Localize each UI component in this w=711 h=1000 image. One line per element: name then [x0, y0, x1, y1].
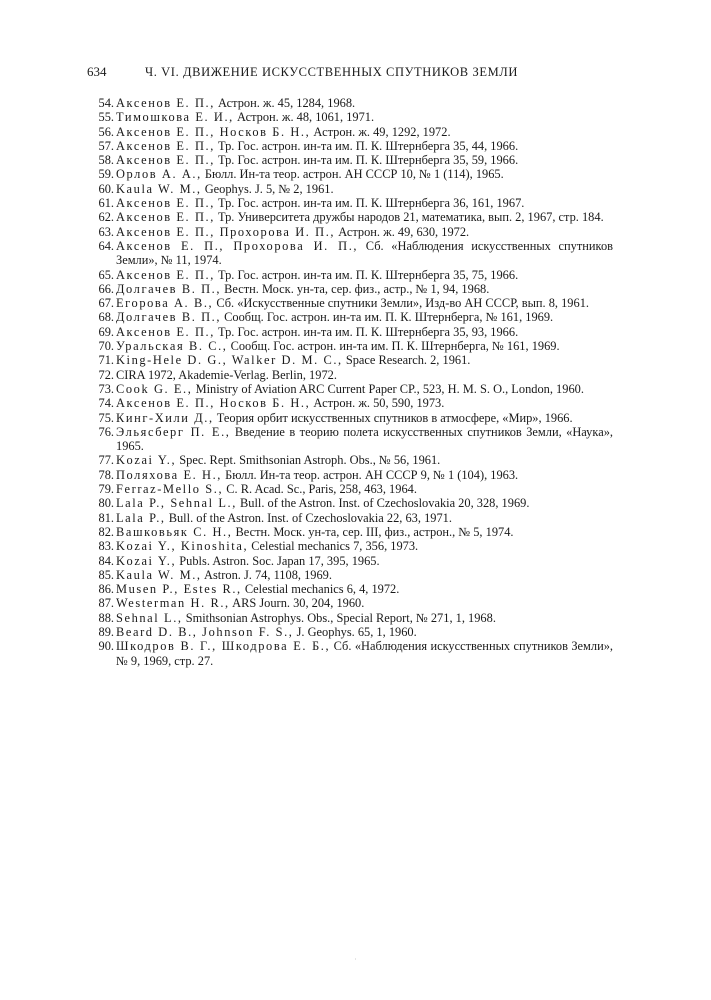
reference-number: 88. [98, 610, 114, 625]
reference-authors: Аксенов Е. П., [116, 153, 215, 168]
reference-item [87, 496, 613, 510]
reference-item [87, 468, 613, 482]
reference-number: 55. [98, 110, 114, 125]
reference-authors: Lala P., [116, 510, 166, 525]
reference-number: 72. [98, 367, 114, 382]
reference-number: 71. [98, 353, 114, 368]
running-header [87, 63, 620, 81]
reference-authors: Sehnal L., [116, 610, 183, 625]
reference-item [87, 382, 613, 396]
reference-item [87, 368, 613, 382]
reference-source: ARS Journ. 30, 204, 1960. [229, 596, 365, 611]
reference-authors: Долгачев В. П., [116, 281, 222, 296]
reference-item [87, 167, 613, 181]
reference-item [87, 411, 613, 425]
reference-source: Bull. of the Astron. Inst. of Czechoslovakia 20, 328, 1969. [236, 496, 530, 511]
reference-authors: Аксенов Е. П., [116, 210, 215, 225]
reference-item [87, 568, 613, 582]
reference-item [87, 339, 613, 353]
reference-number: 59. [98, 167, 114, 182]
reference-authors: Аксенов Е. П., Носков Б. Н., [116, 396, 311, 411]
reference-source: CIRA 1972, Akademie-Verlag. Berlin, 1972. [116, 367, 337, 382]
reference-authors: Cook G. E., [116, 381, 193, 396]
reference-source: Сообщ. Гос. астрон. ин-та им. П. К. Штернберга, № 161, 1969. [221, 310, 554, 325]
reference-item [87, 296, 613, 310]
reference-source: Сообщ. Гос. астрон. ин-та им. П. К. Штернберга, № 161, 1969. [227, 339, 560, 354]
reference-source: Астрон. ж. 45, 1284, 1968. [214, 96, 356, 110]
reference-number: 58. [98, 153, 114, 168]
reference-number: 83. [98, 539, 114, 554]
reference-authors: Аксенов Е. П., Носков Б. Н., [116, 124, 311, 139]
reference-item [87, 153, 613, 167]
reference-item [87, 282, 613, 296]
reference-source: Ministry of Aviation ARC Current Paper CP., 523, H. M. S. O., London, 1960. [192, 381, 584, 396]
reference-number: 89. [98, 624, 114, 639]
reference-authors: Шкодров В. Г., Шкодрова Е. Б., [116, 639, 331, 654]
reference-source: Сб. «Наблюдения искусственных спутников Земли», № 9, 1969, стр. 27. [116, 639, 613, 668]
reference-authors: Долгачев В. П., [116, 310, 222, 325]
reference-source: J. Geophys. 65, 1, 1960. [293, 624, 417, 639]
reference-number: 63. [98, 224, 114, 239]
reference-item [87, 625, 613, 639]
reference-source: Вестн. Моск. ун-та, сер. физ., астр., № 1, 94, 1968. [221, 281, 490, 296]
page-number: 634 [87, 64, 107, 79]
reference-authors: Lala P., Sehnal L., [116, 496, 237, 511]
reference-source: Сб. «Наблюдения искусственных спутников Земли», № 11, 1974. [116, 238, 613, 268]
reference-authors: Beard D. B., Johnson F. S., [116, 624, 294, 639]
reference-number: 75. [98, 410, 114, 425]
reference-authors: Уральская В. С., [116, 339, 228, 354]
reference-number: 73. [98, 381, 114, 396]
reference-item [87, 453, 613, 467]
reference-authors: Westerman H. R., [116, 596, 230, 611]
reference-number: 74. [98, 396, 114, 411]
reference-authors: Kozai Y., [116, 553, 177, 568]
reference-source: Celestial mechanics 7, 356, 1973. [248, 539, 419, 554]
reference-source: Тр. Гос. астрон. ин-та им. П. К. Штернберга 36, 161, 1967. [214, 196, 525, 211]
reference-source: C. R. Acad. Sc., Paris, 258, 463, 1964. [223, 482, 417, 497]
reference-number: 69. [98, 324, 114, 339]
reference-source: Bull. of the Astron. Inst. of Czechoslovakia 22, 63, 1971. [165, 510, 452, 525]
reference-item [87, 639, 613, 668]
reference-authors: Кинг-Хили Д., [116, 410, 214, 425]
reference-item [87, 525, 613, 539]
reference-source: Введение в теорию полета искусственных спутников Земли, «Наука», 1965. [116, 424, 613, 454]
reference-source: Вестн. Моск. ун-та, сер. III, физ., астрон., № 5, 1974. [232, 524, 514, 539]
reference-item [87, 596, 613, 610]
reference-item [87, 210, 613, 224]
reference-authors: Эльясберг П. Е., [116, 424, 231, 439]
reference-item [87, 182, 613, 196]
reference-authors: Аксенов Е. П., [116, 196, 215, 211]
reference-source: Астрон. ж. 49, 630, 1972. [335, 224, 470, 239]
reference-authors: Орлов А. А., [116, 167, 202, 182]
reference-item [87, 325, 613, 339]
reference-source: Тр. Университета дружбы народов 21, математика, вып. 2, 1967, стр. 184. [214, 210, 604, 225]
reference-number: 62. [98, 210, 114, 225]
reference-authors: Аксенов Е. П., [116, 96, 215, 110]
reference-number: 64. [98, 238, 114, 253]
reference-authors: Тимошкова Е. И., [116, 110, 234, 125]
reference-item [87, 239, 613, 268]
reference-number: 67. [98, 296, 114, 311]
reference-authors: Аксенов Е. П., [116, 138, 215, 153]
reference-source: Сб. «Искусственные спутники Земли», Изд-во АН СССР, вып. 8, 1961. [213, 296, 589, 311]
reference-source: Астрон. ж. 50, 590, 1973. [310, 396, 445, 411]
reference-number: 76. [98, 424, 114, 439]
reference-source: Celestial mechanics 6, 4, 1972. [241, 582, 400, 597]
reference-item [87, 582, 613, 596]
reference-authors: Kozai Y., [116, 453, 177, 468]
reference-item [87, 96, 613, 110]
reference-number: 82. [98, 524, 114, 539]
reference-number: 65. [98, 267, 114, 282]
reference-authors: Ferraz-Mello S., [116, 482, 224, 497]
reference-source: Spec. Rept. Smithsonian Astroph. Obs., № 56, 1961. [176, 453, 441, 468]
reference-authors: Поляхова Е. Н., [116, 467, 222, 482]
reference-number: 57. [98, 138, 114, 153]
reference-number: 84. [98, 553, 114, 568]
reference-authors: Musen P., Estes R., [116, 582, 242, 597]
reference-number: 81. [98, 510, 114, 525]
page-speck: · [354, 955, 357, 964]
reference-item [87, 482, 613, 496]
reference-number: 86. [98, 582, 114, 597]
reference-source: Бюлл. Ин-та теор. астрон. АН СССР 9, № 1 (104), 1963. [221, 467, 519, 482]
reference-number: 85. [98, 567, 114, 582]
reference-item [87, 110, 613, 124]
reference-number: 60. [98, 181, 114, 196]
reference-source: Астрон. ж. 49, 1292, 1972. [310, 124, 451, 139]
reference-authors: Аксенов Е. П., [116, 324, 215, 339]
reference-item [87, 225, 613, 239]
reference-source: Publs. Astron. Soc. Japan 17, 395, 1965. [176, 553, 380, 568]
reference-item [87, 396, 613, 410]
reference-item [87, 196, 613, 210]
reference-number: 70. [98, 339, 114, 354]
reference-authors: Аксенов Е. П., Прохорова И. П., [116, 238, 359, 253]
reference-number: 78. [98, 467, 114, 482]
reference-item [87, 425, 613, 454]
reference-number: 66. [98, 281, 114, 296]
reference-item [87, 310, 613, 324]
reference-number: 90. [98, 639, 114, 654]
reference-number: 54. [98, 96, 114, 110]
reference-number: 79. [98, 482, 114, 497]
reference-item [87, 539, 613, 553]
reference-source: Geophys. J. 5, № 2, 1961. [201, 181, 334, 196]
reference-list [87, 96, 613, 668]
reference-source: Astron. J. 74, 1108, 1969. [201, 567, 332, 582]
reference-authors: King-Hele D. G., Walker D. M. C., [116, 353, 343, 368]
reference-number: 68. [98, 310, 114, 325]
reference-source: Тр. Гос. астрон. ин-та им. П. К. Штернберга 35, 93, 1966. [214, 324, 519, 339]
reference-authors: Kaula W. M., [116, 181, 202, 196]
reference-source: Smithsonian Astrophys. Obs., Special Report, № 271, 1, 1968. [182, 610, 496, 625]
reference-item [87, 125, 613, 139]
reference-authors: Аксенов Е. П., Прохорова И. П., [116, 224, 336, 239]
reference-authors: Егорова А. В., [116, 296, 214, 311]
reference-number: 80. [98, 496, 114, 511]
reference-item [87, 139, 613, 153]
reference-item [87, 611, 613, 625]
reference-source: Бюлл. Ин-та теор. астрон. АН СССР 10, № 1 (114), 1965. [201, 167, 504, 182]
reference-number: 56. [98, 124, 114, 139]
reference-source: Тр. Гос. астрон. ин-та им. П. К. Штернберга 35, 44, 1966. [214, 138, 519, 153]
reference-source: Теория орбит искусственных спутников в атмосфере, «Мир», 1966. [213, 410, 573, 425]
reference-number: 77. [98, 453, 114, 468]
reference-source: Тр. Гос. астрон. ин-та им. П. К. Штернберга 35, 59, 1966. [214, 153, 519, 168]
reference-authors: Вашковьяк С. Н., [116, 524, 233, 539]
reference-item [87, 268, 613, 282]
reference-number: 87. [98, 596, 114, 611]
reference-source: Space Research. 2, 1961. [342, 353, 471, 368]
reference-authors: Kaula W. M., [116, 567, 202, 582]
reference-number: 61. [98, 196, 114, 211]
running-title: Ч. VI. ДВИЖЕНИЕ ИСКУССТВЕННЫХ СПУТНИКОВ ЗЕМЛИ [145, 65, 518, 79]
reference-item [87, 353, 613, 367]
reference-item [87, 511, 613, 525]
reference-source: Тр. Гос. астрон. ин-та им. П. К. Штернберга 35, 75, 1966. [214, 267, 519, 282]
reference-authors: Аксенов Е. П., [116, 267, 215, 282]
reference-authors: Kozai Y., Kinoshita, [116, 539, 249, 554]
reference-source: Астрон. ж. 48, 1061, 1971. [233, 110, 375, 125]
reference-item [87, 554, 613, 568]
